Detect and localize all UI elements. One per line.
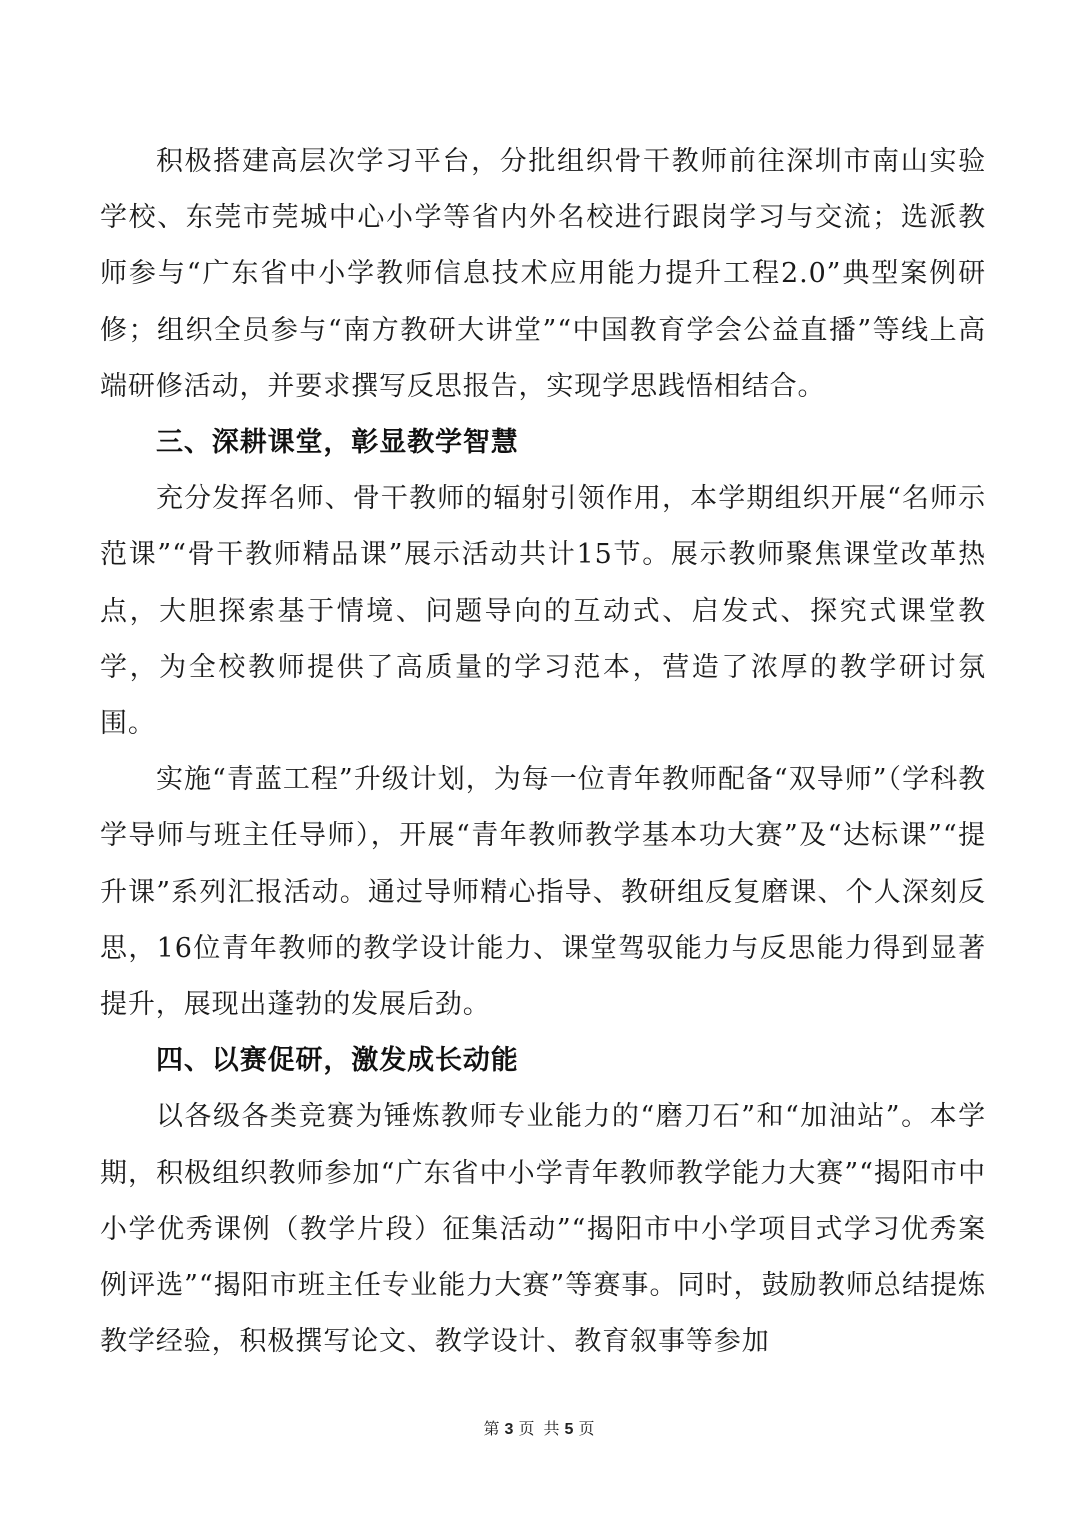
paragraph-demo-lessons: 充分发挥名师、骨干教师的辐射引领作用，本学期组织开展“名师示范课”“骨干教师精品课”展示活动共计15节。展示教师聚焦课堂改革热点，大胆探索基于情境、问题导向的互动式、启发式、探究式课堂教学，为全校教师提供了高质量的学习范本，营造了浓厚的教学研讨氛围。 [100, 483, 986, 740]
footer-middle: 页 共 [518, 1419, 562, 1438]
footer-prefix: 第 [483, 1419, 502, 1438]
paragraph-competitions: 以各级各类竞赛为锤炼教师专业能力的“磨刀石”和“加油站”。本学期，积极组织教师参加“广东省中小学青年教师教学能力大赛”“揭阳市中小学优秀课例（教学片段）征集活动”“揭阳市中小学项目式学习优秀案例评选”“揭阳市班主任专业能力大赛”等赛事。同时，鼓励教师总结提炼教学经验，积极撰写论文、教学设计、教育叙事等参加 [100, 1101, 986, 1358]
paragraph-study-platform: 积极搭建高层次学习平台，分批组织骨干教师前往深圳市南山实验学校、东莞市莞城中心小学等省内外名校进行跟岗学习与交流；选派教师参与“广东省中小学教师信息技术应用能力提升工程2.0”典型案例研修；组织全员参与“南方教研大讲堂”“中国教育学会公益直播”等线上高端研修活动，并要求撰写反思报告，实现学思践悟相结合。 [100, 146, 986, 402]
footer-suffix: 页 [578, 1419, 597, 1438]
section-heading-4: 四、以赛促研，激发成长动能 [156, 1045, 519, 1077]
document-body [100, 134, 986, 1370]
page-number-footer [0, 1416, 1080, 1439]
current-page-number: 3 [504, 1421, 516, 1438]
total-page-number: 5 [564, 1421, 576, 1438]
paragraph-qinglan-project: 实施“青蓝工程”升级计划，为每一位青年教师配备“双导师”（学科教学导师与班主任导师），开展“青年教师教学基本功大赛”及“达标课”“提升课”系列汇报活动。通过导师精心指导、教研组反复磨课、个人深刻反思，16位青年教师的教学设计能力、课堂驾驭能力与反思能力得到显著提升，展现出蓬勃的发展后劲。 [100, 764, 986, 1021]
section-heading-3: 三、深耕课堂，彰显教学智慧 [156, 427, 519, 459]
